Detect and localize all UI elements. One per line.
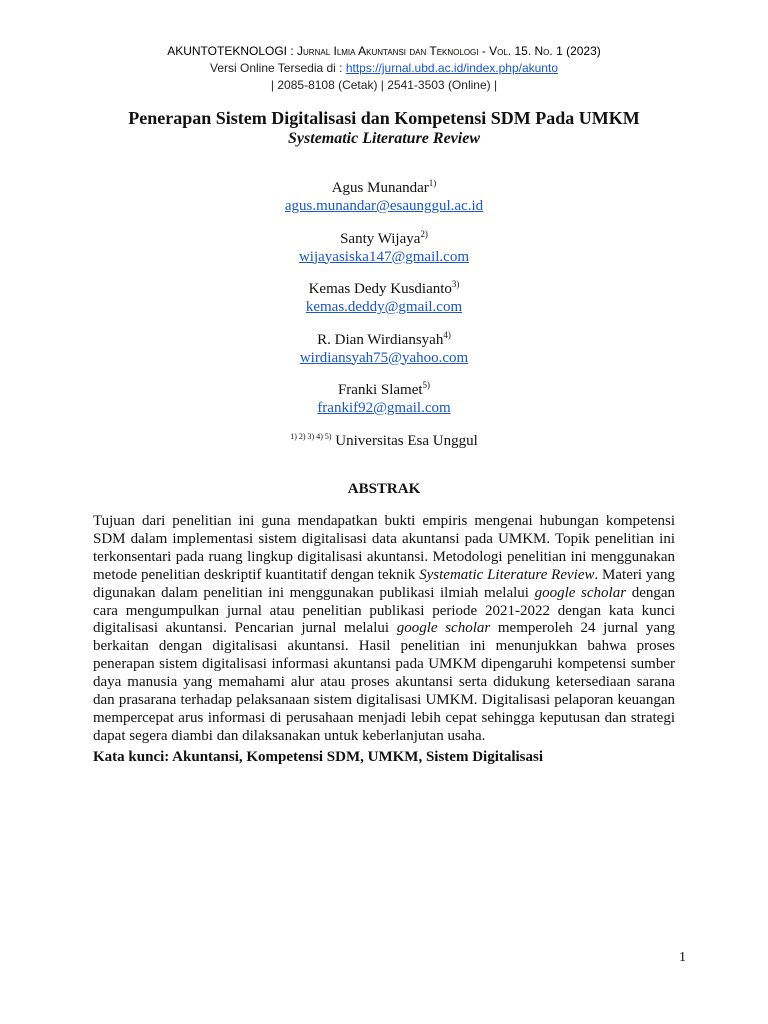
journal-header <box>0 43 768 94</box>
affiliation <box>0 432 768 450</box>
author-mark: 1) <box>428 178 437 188</box>
author-entry <box>0 381 768 432</box>
author-name-line <box>0 331 768 349</box>
author-name: R. Dian Wirdiansyah <box>317 331 444 348</box>
abstract-emphasis: google scholar <box>396 620 491 637</box>
abstract-text: Tujuan dari penelitian ini guna mendapatkan bukti empiris mengenai hubungan kompetensi SDM dalam implementasi sistem digitalisasi data akuntansi pada UMKM. Topik penelitian ini terkonsentari pada ruang lingkup digitalisasi akuntansi. Metodologi penelitian ini menggunakan metode penelitian deskriptif kuantitatif dengan teknik <box>93 513 675 583</box>
author-name: Kemas Dedy Kusdianto <box>308 281 452 297</box>
author-mark: 5) <box>422 380 431 390</box>
abstract-body <box>93 513 675 746</box>
author-entry <box>0 179 768 230</box>
affiliation-name: Universitas Esa Unggul <box>331 433 478 449</box>
journal-url-link[interactable]: https://jurnal.ubd.ac.id/index.php/akunto <box>345 61 558 75</box>
author-name-line <box>0 280 768 298</box>
keywords: Kata kunci: Akuntansi, Kompetensi SDM, UMKM, Sistem Digitalisasi <box>93 749 544 765</box>
author-mark: 3) <box>451 279 460 289</box>
issn-line: | 2085-8108 (Cetak) | 2541-3503 (Online) | <box>270 78 498 92</box>
journal-volume: Vol. 15. No. 1 (2023) <box>489 44 601 58</box>
author-name: Agus Munandar <box>331 180 429 196</box>
paper-subtitle: Systematic Literature Review <box>288 130 480 147</box>
author-email-link[interactable]: agus.munandar@esaunggul.ac.id <box>284 198 484 214</box>
author-name: Santy Wijaya <box>340 230 421 247</box>
journal-name: AKUNTOTEKNOLOGI <box>167 44 288 58</box>
journal-subtitle: : Jurnal Ilmia Akuntansi dan Teknologi - <box>287 44 490 58</box>
journal-title-line <box>0 43 768 60</box>
author-entry <box>0 230 768 281</box>
author-name-line <box>0 230 768 248</box>
page-number: 1 <box>679 950 686 965</box>
author-name-line <box>0 179 768 197</box>
author-mark: 4) <box>443 329 451 340</box>
author-email-link[interactable]: wijayasiska147@gmail.com <box>298 248 470 265</box>
abstract-text: memperoleh 24 jurnal yang berkaitan dengan digitalisasi akuntansi. Hasil penelitian ini menunjukkan bahwa proses penerapan sistem digitalisasi informasi akuntansi pada UMKM dipengaruhi kompetensi sumber daya manusia yang memahami alur atau proses akuntansi serta didukung ketersediaan sarana dan prasarana terhadap pelaksanaan sistem digitalisasi UMKM. Digitalisasi pelaporan keuangan mempercepat arus informasi di perusahaan menjadi lebih cepat sehingga keputusan dan strategi dapat segera diambi dan dilaksanakan untuk keberlanjutan usaha. <box>93 620 676 744</box>
author-entry <box>0 280 768 331</box>
online-label: Versi Online Tersedia di : <box>209 61 346 75</box>
affiliation-marks: 1) 2) 3) 4) 5) <box>290 432 332 441</box>
author-name: Franki Slamet <box>337 382 423 398</box>
online-version-line <box>0 60 768 77</box>
paper-title: Penerapan Sistem Digitalisasi dan Kompetensi SDM Pada UMKM <box>128 108 640 128</box>
author-email-link[interactable]: wirdiansyah75@yahoo.com <box>299 349 469 366</box>
author-email-link[interactable]: frankif92@gmail.com <box>317 400 451 416</box>
author-name-line <box>0 381 768 399</box>
abstract-heading: ABSTRAK <box>347 481 421 497</box>
author-entry <box>0 331 768 382</box>
author-list <box>0 179 768 432</box>
abstract-emphasis: google scholar <box>534 584 627 601</box>
abstract-text: dengan cara mengumpulkan jurnal atau penelitian publikasi periode 2021-2022 dengan kata kunci digitalisasi akuntansi. Pencarian jurnal melalui <box>93 584 676 637</box>
author-email-link[interactable]: kemas.deddy@gmail.com <box>305 299 463 315</box>
abstract-text: . Materi yang digunakan dalam penelitian ini menggunakan publikasi ilmiah melalui <box>93 566 675 601</box>
abstract-emphasis: Systematic Literature Review <box>419 566 595 583</box>
author-mark: 2) <box>420 228 428 239</box>
